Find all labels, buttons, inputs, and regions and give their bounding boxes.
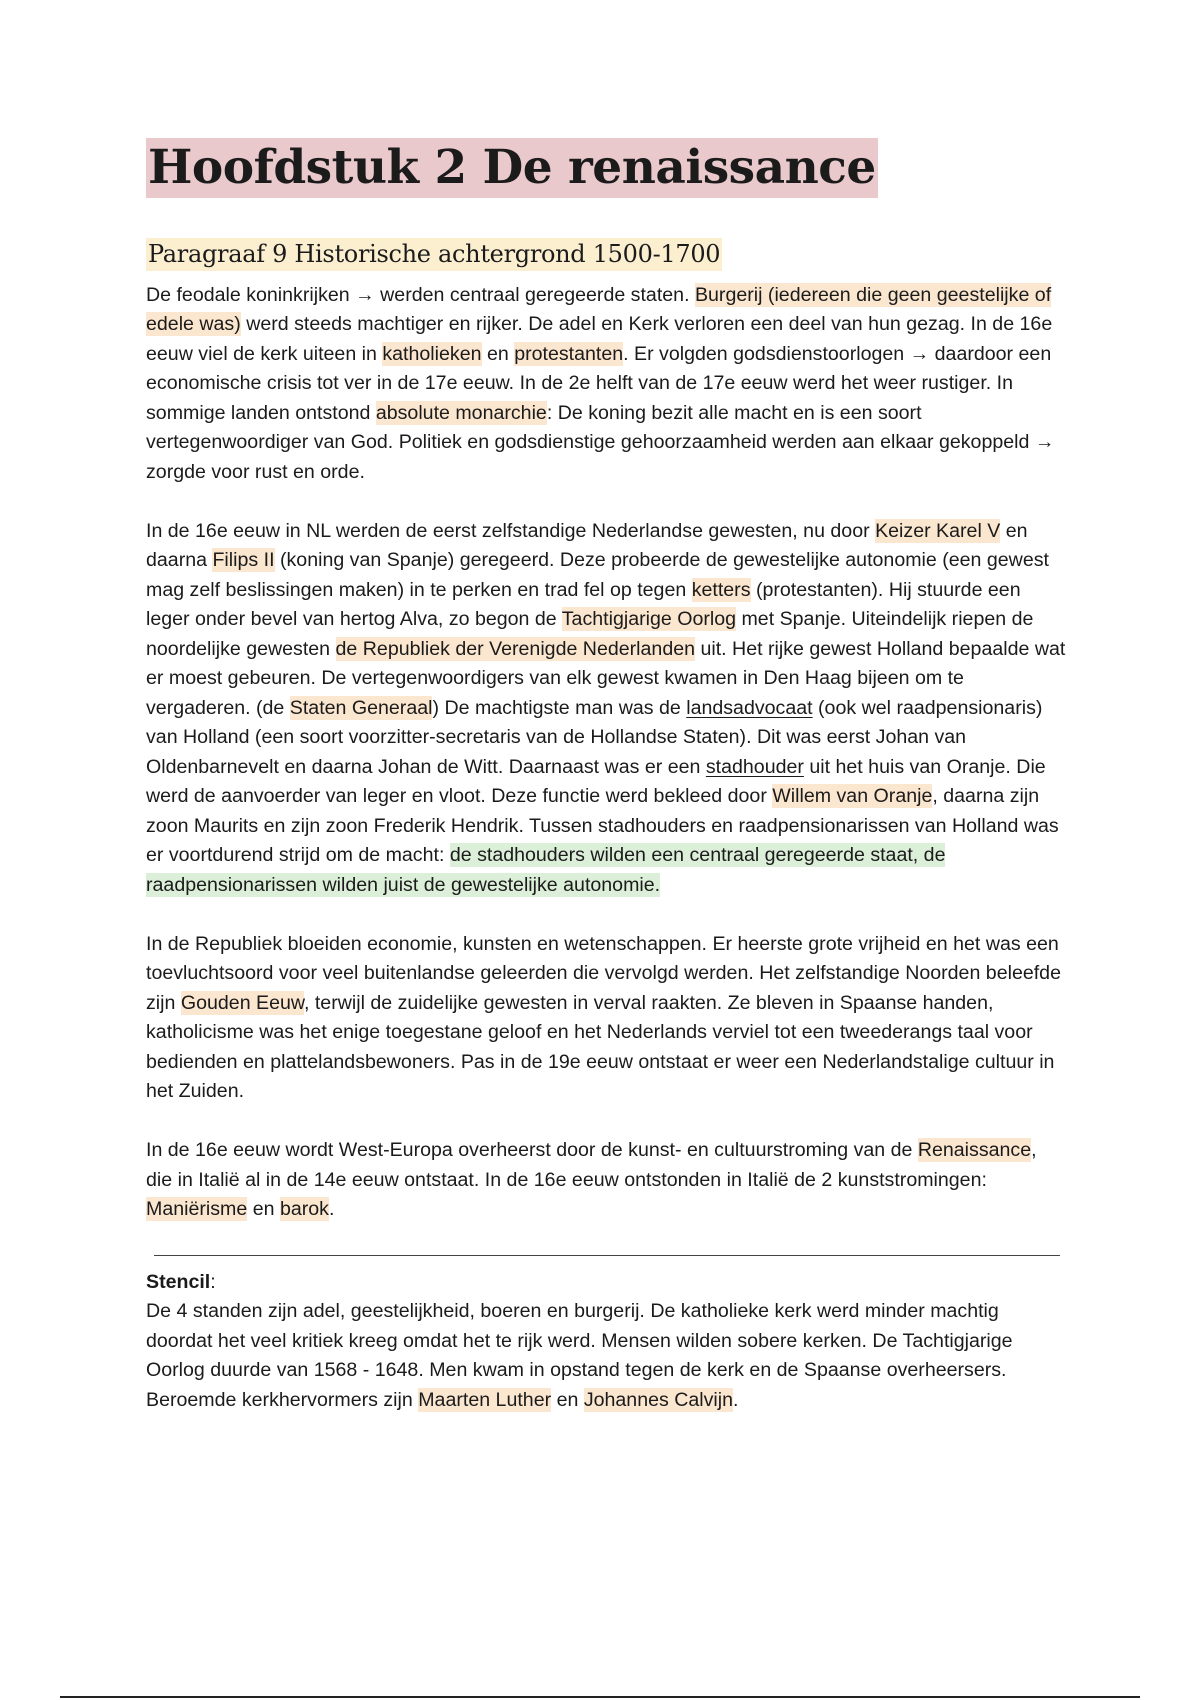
text-run: met Spanje. Uiteindelijk riepen de noordelijke gewesten xyxy=(146,608,1034,660)
highlight-barok: barok xyxy=(279,1198,329,1221)
text-run: De 4 standen zijn adel, geestelijkheid, boeren en burgerij. De katholieke kerk werd minder machtig doordat het veel kritiek kreeg omdat het te rijk werd. Mensen wilden sobere kerken. De Tachtigjarige Oorlog duurde van 1568 - 1648. Men kwam in opstand tegen de kerk en de Spaanse overheersers. Beroemde kerkhervormers zijn xyxy=(146,1300,1013,1411)
text-run: en daarna xyxy=(146,519,1028,572)
highlight-renaissance: Renaissance xyxy=(917,1139,1032,1162)
text-run: uit het huis van Oranje. Die werd de aanvoerder van leger en vloot. Deze functie werd bekleed door xyxy=(146,755,1046,808)
stencil-colon: : xyxy=(210,1270,216,1293)
paragraph-16e-eeuw-nl xyxy=(146,517,1066,901)
highlight-tachtigjarige-oorlog: Tachtigjarige Oorlog xyxy=(561,608,737,631)
underline-stadhouder: stadhouder xyxy=(705,755,804,778)
paragraph-feodale-koninkrijken xyxy=(146,281,1066,488)
highlight-manierisme: Maniërisme xyxy=(146,1198,248,1221)
highlight-staten-generaal: Staten Generaal xyxy=(289,696,433,719)
text-run: werd steeds machtiger en rijker. De adel en Kerk verloren een deel van hun gezag. In de 16e eeuw viel de kerk uiteen in xyxy=(146,313,1053,365)
text-run: uit. Het rijke gewest Holland bepaalde wat er moest gebeuren. De vertegenwoordigers van elk gewest kwamen in Den Haag bijeen om te vergaderen. (de xyxy=(146,637,1066,719)
paragraph-renaissance xyxy=(146,1136,1066,1225)
text-run: (protestanten). Hij stuurde een leger onder bevel van hertog Alva, zo begon de xyxy=(146,578,1021,631)
text-run: , daarna zijn zoon Maurits en zijn zoon Frederik Hendrik. Tussen stadhouders en raadpensionarissen van Holland was er voortdurend strijd om de macht: xyxy=(146,785,1059,867)
text-run: . xyxy=(733,1388,739,1411)
section-title: Paragraaf 9 Historische achtergrond 1500-1700 xyxy=(146,238,722,270)
highlight-republiek: de Republiek der Verenigde Nederlanden xyxy=(335,637,696,660)
stencil-label: Stencil xyxy=(146,1270,211,1293)
text-run: en xyxy=(247,1198,280,1221)
highlight-willem-van-oranje: Willem van Oranje xyxy=(772,785,933,808)
highlight-strijd-om-de-macht: de stadhouders wilden een centraal geregeerde staat, de raadpensionarissen wilden juist de gewestelijke autonomie. xyxy=(146,844,946,896)
document-page xyxy=(146,138,1066,1415)
highlight-filips-ii: Filips II xyxy=(212,549,275,572)
highlight-johannes-calvijn: Johannes Calvijn xyxy=(583,1388,734,1411)
text-run: , terwijl de zuidelijke gewesten in verval raakten. Ze bleven in Spaanse handen, katholicisme was het enige toegestane geloof en het Nederlands verviel tot een tweederangs taal voor bedienden en plattelandsbewoners. Pas in de 19e eeuw ontstaat er weer een Nederlandstalige cultuur in het Zuiden. xyxy=(146,991,1055,1103)
text-run: , die in Italië al in de 14e eeuw ontstaat. In de 16e eeuw ontstonden in Italië de 2 kunststromingen: xyxy=(146,1139,1037,1191)
text-run: en xyxy=(551,1388,584,1411)
text-run: In de 16e eeuw in NL werden de eerst zelfstandige Nederlandse gewesten, nu door xyxy=(146,519,876,542)
paragraph-republiek-bloeiden xyxy=(146,930,1066,1107)
highlight-katholieken: katholieken xyxy=(382,342,482,365)
text-run: (ook wel raadpensionaris) van Holland (een soort voorzitter-secretaris van de Hollandse Staten). Dit was eerst Johan van Oldenbarnevelt en daarna Johan de Witt. Daarnaast was er een xyxy=(146,696,1043,778)
text-run: en xyxy=(481,342,515,365)
paragraph-stencil xyxy=(146,1297,1066,1415)
highlight-absolute-monarchie: absolute monarchie xyxy=(375,401,547,424)
highlight-keizer-karel-v: Keizer Karel V xyxy=(875,519,1001,542)
text-run: : De koning bezit alle macht en is een soort vertegenwoordiger van God. Politiek en godsdienstige gehoorzaamheid werden aan elkaar gekoppeld → zorgde voor rust en orde. xyxy=(146,401,1055,483)
stencil-heading xyxy=(146,1268,1066,1298)
text-run: (koning van Spanje) geregeerd. Deze probeerde de gewestelijke autonomie (een gewest mag zelf beslissingen maken) in te perken en trad fel op tegen xyxy=(146,549,1049,601)
highlight-maarten-luther: Maarten Luther xyxy=(418,1388,552,1411)
text-run: In de Republiek bloeiden economie, kunsten en wetenschappen. Er heerste grote vrijheid en het was een toevluchtsoord voor veel buitenlandse geleerden die vervolgd werden. Het zelfstandige Noorden beleefde zijn xyxy=(146,932,1061,1014)
text-run: De feodale koninkrijken → werden centraal geregeerde staten. xyxy=(146,283,695,306)
highlight-protestanten: protestanten xyxy=(514,342,624,365)
highlight-ketters: ketters xyxy=(691,578,751,601)
highlight-burgerij: Burgerij (iedereen die geen geestelijke of edele was) xyxy=(146,283,1052,336)
page-footer-line xyxy=(60,1696,1140,1698)
text-run: . Er volgden godsdienstoorlogen → daardoor een economische crisis tot ver in de 17e eeuw. In de 2e helft van de 17e eeuw werd het weer rustiger. In sommige landen ontstond xyxy=(146,342,1052,424)
chapter-title: Hoofdstuk 2 De renaissance xyxy=(146,138,878,198)
text-run: ) De machtigste man was de xyxy=(432,696,687,719)
highlight-gouden-eeuw: Gouden Eeuw xyxy=(180,991,304,1014)
text-run: . xyxy=(328,1198,335,1221)
text-run: In de 16e eeuw wordt West-Europa overheerst door de kunst- en cultuurstroming van de xyxy=(146,1139,918,1162)
underline-landsadvocaat: landsadvocaat xyxy=(686,696,813,719)
section-divider xyxy=(154,1255,1060,1256)
